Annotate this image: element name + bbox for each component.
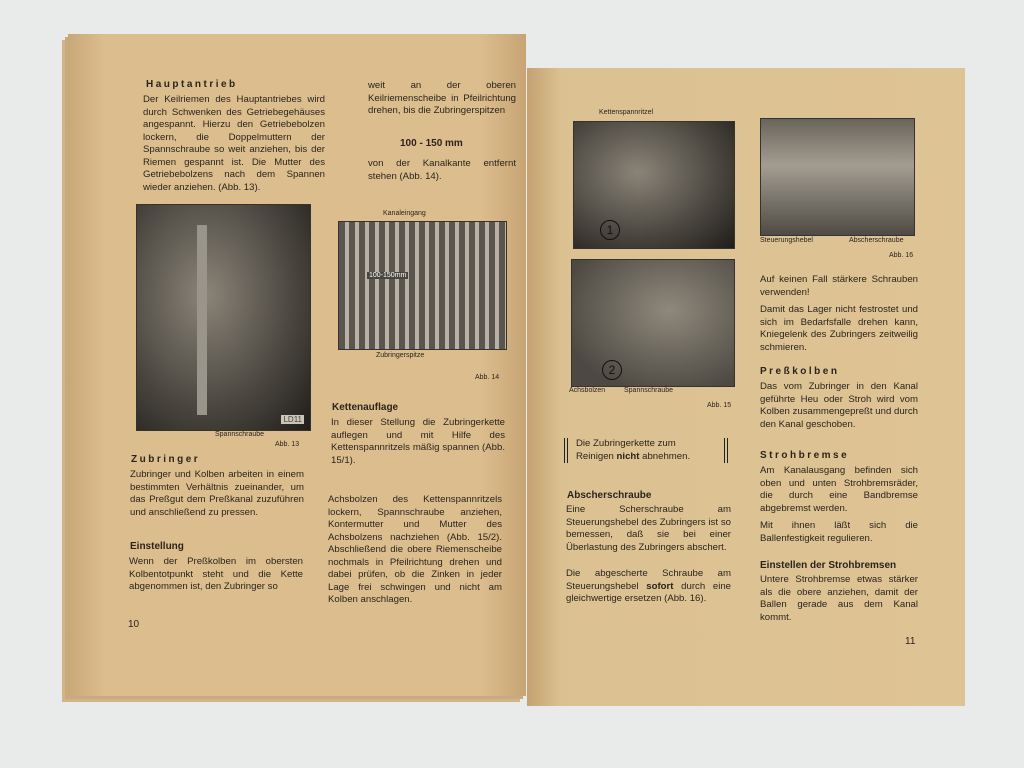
heading-hauptantrieb: Hauptantrieb — [146, 79, 238, 90]
figure-14-photo — [338, 221, 507, 350]
ersetzen-after: durch eine gleichwertige ersetzen (Abb. 16). — [566, 580, 732, 604]
text-kettenauflage: In dieser Stellung die Zubringerkette auflegen und mit Hilfe des Kettenspannritzels mäßig spannen (Abb. 15/1). — [331, 417, 505, 466]
figure-14-inner-label: 100-150mm — [369, 272, 407, 279]
text-abscherschraube: Eine Scherschraube am Steuerungshebel des Zubringers ist so bemessen, daß sie bei einer Überlastung des Zubringers abschert. — [566, 504, 731, 553]
figure-15-2-photo — [571, 259, 735, 387]
figure-15-caption-right: Spannschraube — [624, 387, 674, 394]
right-page — [527, 68, 965, 706]
text-lager: Damit das Lager nicht festrostet und sich im Bedarfsfalle drehen kann, Kniegelenk des Zubringers zeitweilig schmieren. — [760, 304, 918, 353]
heading-kettenauflage: Kettenauflage — [332, 402, 399, 413]
figure-15-1-photo — [573, 121, 735, 249]
figure-16-photo — [760, 118, 915, 236]
text-zubringer: Zubringer und Kolben arbeiten in einem bestimmten Verhältnis zueinander, um das Preßgut dem Preßkanal zuzuführen und anschließend zu pressen. — [130, 469, 304, 518]
figure-14-caption: Zubringerspitze — [376, 352, 425, 359]
warning-text-before: Die Zubringerkette zum Reinigen — [576, 438, 676, 462]
text-strohbremse-2: Mit ihnen läßt sich die Ballenfestigkeit regulieren. — [760, 520, 918, 544]
page-number-left: 10 — [128, 619, 140, 630]
measure: 100 - 150 mm — [400, 138, 463, 149]
figure-15-number-2: 2 — [602, 360, 622, 380]
text-achsbolzen: Achsbolzen des Kettenspannritzels lockern, Spannschraube anziehen, Kontermutter und Mutter des Achsbolzens nachziehen (Abb. 15/2). Abschließend die obere Riemenscheibe nochmals in Pfeilrichtung drehen und dabei prüfen, ob die Zinken in jeder Lage frei schwingen und nicht am Kolben anschlagen. — [328, 494, 502, 605]
figure-16-caption-right: Abscherschraube — [849, 237, 904, 244]
heading-einstellen-strohbremsen: Einstellen der Strohbremsen — [760, 560, 897, 571]
figure-15-caption-left: Achsbolzen — [569, 387, 606, 394]
figure-13-photo — [136, 204, 311, 431]
bolt-shape — [197, 225, 207, 415]
figure-15-top-caption: Kettenspannritzel — [599, 109, 654, 116]
text-presskolben: Das vom Zubringer in den Kanal geführte Heu oder Stroh wird vom Kolben zusammengepreßt und durch den Kanal geschoben. — [760, 381, 918, 430]
heading-presskolben: Preßkolben — [760, 366, 840, 377]
figure-14-label: Abb. 14 — [475, 374, 500, 381]
warning-text-after: abnehmen. — [639, 450, 691, 462]
heading-abscherschraube: Abscherschraube — [567, 490, 652, 501]
text-ersetzen — [566, 568, 731, 606]
text-hauptantrieb: Der Keilriemen des Hauptantriebes wird durch Schwenken des Getriebegehäuses angespannt. Hierzu den Getriebebolzen lockern, die Doppelmuttern der Spannschraube so weit anziehen, bis der Riemen gespannt ist. Die Mutter des Getriebebolzens nach dem Spannen wieder anziehen. (Abb. 13). — [143, 94, 325, 193]
text-strohbremse: Am Kanalausgang befinden sich oben und unten Strohbremsräder, die durch eine Bandbremse abgebremst werden. — [760, 465, 918, 514]
figure-16-caption-left: Steuerungshebel — [760, 237, 813, 244]
warning-text-bold: nicht — [616, 450, 640, 462]
text-col2-after: von der Kanalkante entfernt stehen (Abb. 14). — [368, 158, 516, 182]
heading-zubringer: Zubringer — [131, 454, 201, 465]
heading-einstellung: Einstellung — [130, 541, 184, 552]
page-number-right: 11 — [905, 636, 916, 647]
warning-box — [564, 438, 728, 463]
left-page — [68, 34, 526, 696]
figure-16-label: Abb. 16 — [889, 252, 914, 259]
text-keinen-fall: Auf keinen Fall stärkere Schrauben verwenden! — [760, 274, 918, 298]
text-col2-top: weit an der oberen Keilriemenscheibe in Pfeilrichtung drehen, bis die Zubringerspitzen — [368, 80, 516, 116]
heading-strohbremse: Strohbremse — [760, 450, 850, 461]
figure-14-top-caption: Kanaleingang — [383, 210, 426, 217]
ersetzen-bold: sofort — [646, 580, 674, 592]
ersetzen-before: Die abgescherte Schraube am Steuerungshebel — [566, 568, 731, 592]
figure-13-label: Abb. 13 — [275, 441, 300, 448]
text-einstellung: Wenn der Preßkolben im obersten Kolbentotpunkt steht und die Kette abgenommen ist, den Zubringer so — [129, 556, 303, 592]
text-einstellen-strohbremsen: Untere Strohbremse etwas stärker als die obere anziehen, damit der Ballen gerade aus dem Kanal kommt. — [760, 574, 918, 623]
figure-13-tag: LD11 — [283, 415, 302, 424]
figure-15-number-1: 1 — [600, 220, 620, 240]
figure-15-label: Abb. 15 — [707, 402, 732, 409]
figure-13-caption: Spannschraube — [215, 431, 265, 438]
